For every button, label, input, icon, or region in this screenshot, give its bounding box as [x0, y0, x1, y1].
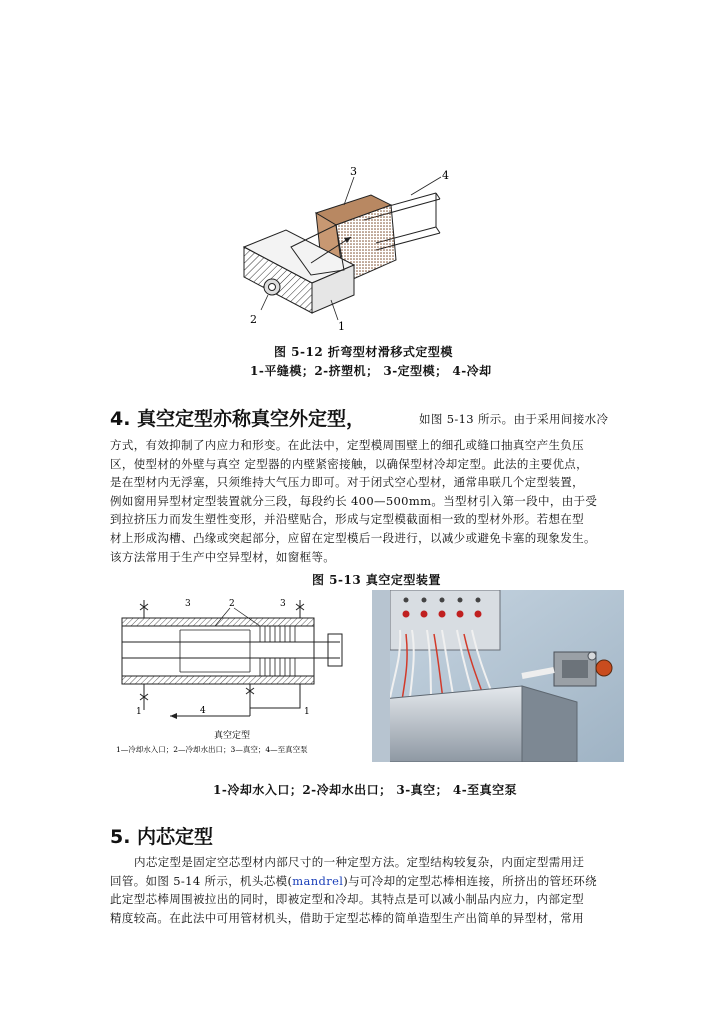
figure-5-13-legend: 1-冷却水入口；2-冷却水出口； 3-真空； 4-至真空泵	[213, 783, 518, 797]
section-5-heading: 5. 内芯定型	[110, 826, 214, 848]
paragraph-line: 区，使型材的外壁与真空 定型器的内壁紧密接触，以确保型材冷却定型。此法的主要优点，	[110, 456, 589, 471]
diagram-title: 真空定型	[214, 731, 251, 741]
paragraph-line: 精度较高。在此法中可用管材机头，借助于定型芯棒的简单造型生产出简单的异型材，常用	[110, 910, 584, 925]
figure-5-12-caption: 图 5-12 折弯型材滑移式定型模	[274, 345, 453, 359]
diagram-callout-2: 2	[229, 599, 235, 609]
paragraph-line: 此定型芯棒周围被拉出的同时，即被定型和冷却。其特点是可以减小制品内应力，内部定型	[110, 892, 584, 907]
paragraph-line: 该方法常用于生产中空异型材，如窗框等。	[110, 549, 336, 564]
diagram-callout-1-right: 1	[304, 707, 310, 717]
mandrel-term: mandrel	[292, 873, 344, 888]
diagram-callout-1-left: 1	[136, 707, 142, 717]
paragraph-line	[110, 872, 630, 891]
paragraph-line: 是在型材内无浮塞，只须维持大气压力即可。对于闭式空心型材，通常串联几个定型装置，	[110, 475, 584, 490]
figure-5-13-caption: 图 5-13 真空定型装置	[312, 573, 441, 587]
callout-2: 2	[250, 313, 257, 326]
paragraph-line: 方式，有效抑制了内应力和形变。在此法中，定型模周围壁上的细孔或缝口抽真空产生负压	[110, 438, 584, 452]
callout-4: 4	[442, 169, 449, 182]
diagram-callout-3-left: 3	[185, 599, 191, 609]
paragraph-line: 例如窗用异型材定型装置就分三段，每段约长 400—500mm。当型材引入第一段中，由于受	[110, 493, 598, 508]
paragraph-line: 材上形成沟槽、凸缘或突起部分，应留在定型模后一段进行，以减少或避免卡塞的现象发生。	[110, 530, 596, 545]
figure-5-13-diagram	[110, 590, 362, 762]
section-4-heading: 4. 真空定型亦称真空外定型，	[110, 408, 366, 430]
figure-5-12-legend: 1-平缝模；2-挤塑机； 3-定型模； 4-冷却	[250, 364, 492, 378]
paragraph-text: 回管。如图 5-14 所示，机头芯模(	[110, 873, 293, 888]
diagram-callout-3-right: 3	[280, 599, 286, 609]
paragraph-line: 内芯定型是固定空芯型材内部尺寸的一种定型方法。定型结构较复杂，内面定型需用迂	[134, 855, 585, 869]
section-4-paragraph	[110, 436, 630, 566]
callout-1: 1	[338, 320, 345, 333]
paragraph-line: 到拉挤压力而发生塑性变形，并沿壁贴合，形成与定型模截面相一致的型材外形。若想在型	[110, 512, 584, 527]
callout-3: 3	[350, 165, 357, 178]
figure-5-13-photo	[372, 590, 624, 762]
section-4-intro-tail: 如图 5-13 所示。由于采用间接水冷	[419, 412, 609, 426]
figure-5-12-drawing	[236, 165, 466, 335]
section-5-paragraph	[110, 853, 630, 927]
diagram-legend: 1—冷却水入口；2—冷却水出口；3—真空；4—至真空泵	[116, 745, 308, 754]
extruder-nozzle	[264, 279, 280, 295]
paragraph-text: )与可冷却的定型芯棒相连接，所挤出的管坯环绕	[343, 873, 597, 888]
diagram-callout-4: 4	[200, 706, 206, 716]
